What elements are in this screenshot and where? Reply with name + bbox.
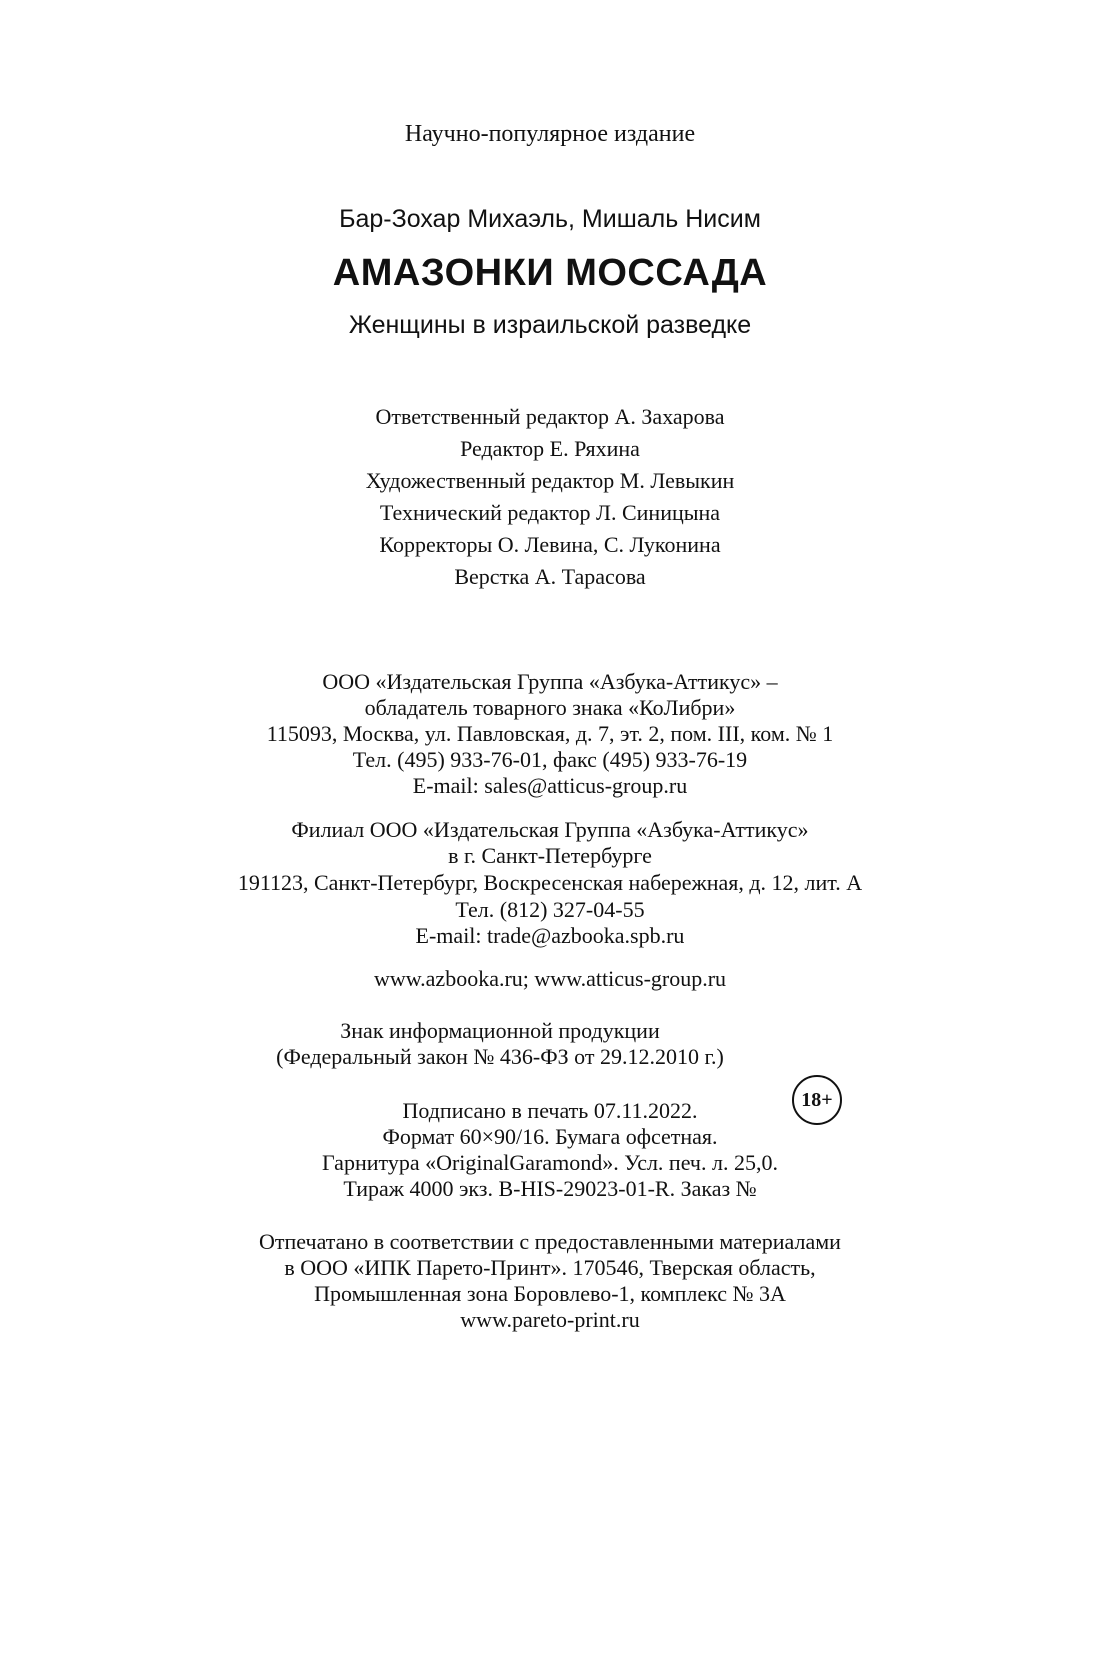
credit-line: Верстка А. Тарасова xyxy=(454,564,646,589)
branch-email: E-mail: trade@azbooka.spb.ru xyxy=(415,923,685,948)
age-rating-badge: 18+ xyxy=(792,1075,842,1125)
branch-line: 191123, Санкт-Петербург, Воскресенская набережная, д. 12, лит. А xyxy=(237,870,863,895)
publisher-websites: www.azbooka.ru; www.atticus-group.ru xyxy=(373,966,727,991)
info-sign-law: (Федеральный закон № 436-ФЗ от 29.12.2010 г.) xyxy=(276,1044,724,1069)
book-title: АМАЗОНКИ МОССАДА xyxy=(332,252,768,294)
print-info-line: Формат 60×90/16. Бумага офсетная. xyxy=(382,1124,718,1149)
credit-line: Художественный редактор М. Левыкин xyxy=(365,468,735,493)
book-authors: Бар-Зохар Михаэль, Мишаль Нисим xyxy=(339,205,761,233)
branch-line: Филиал ООО «Издательская Группа «Азбука-Аттикус» xyxy=(291,817,809,842)
printer-website: www.pareto-print.ru xyxy=(460,1307,640,1332)
edition-type: Научно-популярное издание xyxy=(404,121,696,147)
printer-line: Отпечатано в соответствии с предоставленными материалами xyxy=(259,1229,841,1254)
print-info-line: Гарнитура «OriginalGaramond». Усл. печ. л. 25,0. xyxy=(322,1150,778,1175)
publisher-email: E-mail: sales@atticus-group.ru xyxy=(412,773,688,798)
publisher-line: обладатель товарного знака «КоЛибри» xyxy=(364,695,736,720)
print-info-line: Подписано в печать 07.11.2022. xyxy=(402,1098,698,1123)
printer-line: в ООО «ИПК Парето-Принт». 170546, Тверская область, xyxy=(284,1255,816,1280)
branch-line: Тел. (812) 327-04-55 xyxy=(455,897,645,922)
credit-line: Корректоры О. Левина, С. Луконина xyxy=(379,532,721,557)
book-subtitle: Женщины в израильской разведке xyxy=(348,311,752,339)
branch-line: в г. Санкт-Петербурге xyxy=(448,843,652,868)
publisher-line: ООО «Издательская Группа «Азбука-Аттикус» – xyxy=(322,669,778,694)
print-info-line: Тираж 4000 экз. B-HIS-29023-01-R. Заказ № xyxy=(343,1176,757,1201)
printer-line: Промышленная зона Боровлево-1, комплекс № 3А xyxy=(314,1281,786,1306)
credit-line: Ответственный редактор А. Захарова xyxy=(375,404,725,429)
info-sign-label: Знак информационной продукции xyxy=(340,1018,660,1043)
credit-line: Технический редактор Л. Синицына xyxy=(379,500,721,525)
publisher-line: Тел. (495) 933-76-01, факс (495) 933-76-19 xyxy=(352,747,748,772)
publisher-line: 115093, Москва, ул. Павловская, д. 7, эт. 2, пом. III, ком. № 1 xyxy=(266,721,834,746)
credit-line: Редактор Е. Ряхина xyxy=(460,436,640,461)
